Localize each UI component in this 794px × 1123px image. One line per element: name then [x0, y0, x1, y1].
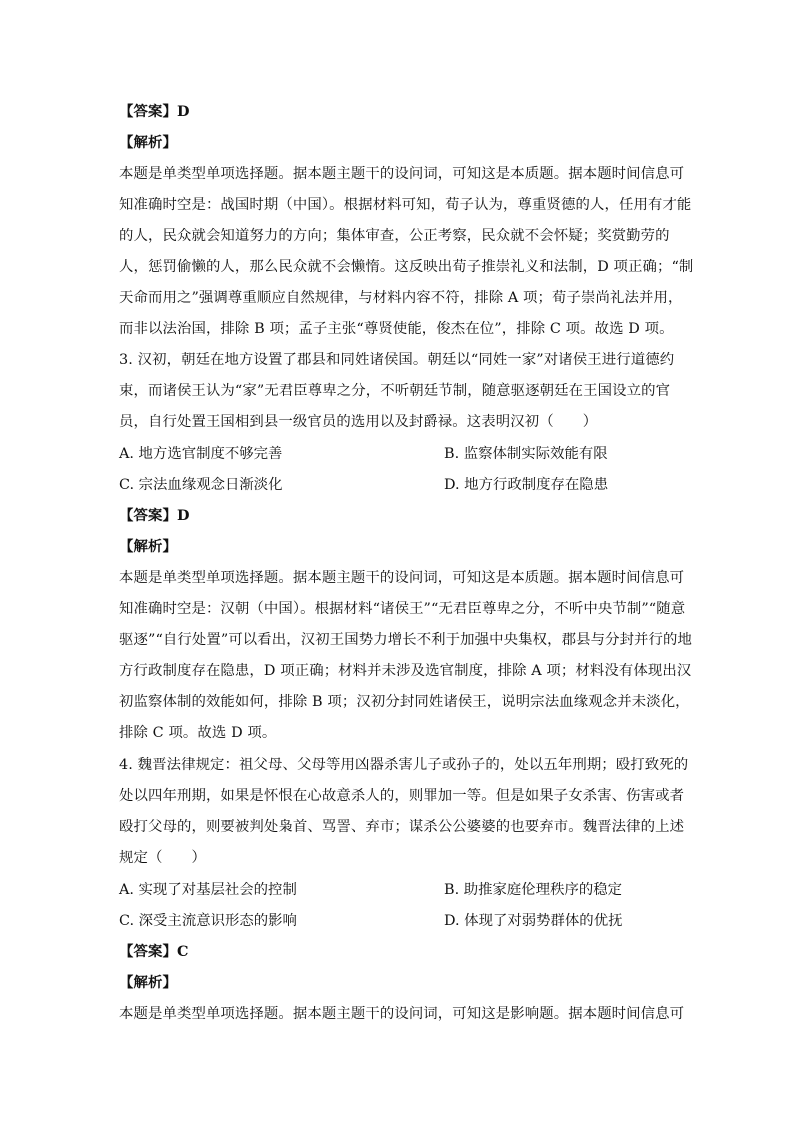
analysis-line: 本题是单类型单项选择题。据本题主题干的设问词，可知这是影响题。据本题时间信息可 — [119, 1006, 685, 1022]
analysis-line: 的人，民众就会知道努力的方向；集体审查，公正考察，民众就不会怀疑；奖赏勤劳的 — [119, 228, 670, 244]
analysis-line: 排除 C 项。故选 D 项。 — [119, 725, 277, 741]
answer-label: 【答案】D — [119, 103, 190, 120]
question-4-option-a: A. 实现了对基层社会的控制 — [119, 882, 297, 898]
question-3-stem-line: 束，而诸侯王认为“家”无君臣尊卑之分，不听朝廷节制，随意驱逐朝廷在王国设立的官 — [119, 383, 671, 399]
question-3-option-b: B. 监察体制实际效能有限 — [444, 446, 608, 462]
question-3-option-d: D. 地方行政制度存在隐患 — [444, 477, 609, 493]
analysis-line: 本题是单类型单项选择题。据本题主题干的设问词，可知这是本质题。据本题时间信息可 — [119, 166, 685, 182]
question-4-option-b: B. 助推家庭伦理秩序的稳定 — [444, 882, 623, 898]
analysis-line: 知准确时空是：汉朝（中国）。根据材料“诸侯王”“无君臣尊卑之分，不听中央节制”“随意 — [119, 601, 686, 617]
question-3-stem-line: 员，自行处置王国相到县一级官员的选用以及封爵禄。这表明汉初（ ） — [119, 414, 598, 430]
analysis-line: 而非以法治国，排除 B 项；孟子主张“尊贤使能，俊杰在位”，排除 C 项。故选 D 项。 — [119, 321, 674, 337]
question-3-option-a: A. 地方选官制度不够完善 — [119, 446, 283, 462]
analysis-line: 天命而用之”强调尊重顺应自然规律，与材料内容不符，排除 A 项；荀子崇尚礼法并用， — [119, 290, 683, 306]
question-4-option-c: C. 深受主流意识形态的影响 — [119, 913, 297, 929]
analysis-line: 知准确时空是：战国时期（中国）。根据材料可知，荀子认为，尊重贤德的人，任用有才能 — [119, 197, 692, 213]
question-3-stem-line: 3. 汉初，朝廷在地方设置了郡县和同姓诸侯国。朝廷以“同姓一家”对诸侯王进行道德约 — [119, 352, 675, 368]
question-4-stem-line: 殴打父母的，则要被判处枭首、骂詈、弃市；谋杀公公婆婆的也要弃市。魏晋法律的上述 — [119, 819, 685, 835]
analysis-line: 人，惩罚偷懒的人，那么民众就不会懒惰。这反映出荀子推崇礼义和法制，D 项正确；“制 — [119, 259, 694, 275]
answer-label: 【答案】C — [119, 943, 189, 960]
question-4-stem-line: 处以四年刑期，如果是怀恨在心故意杀人的，则罪加一等。但是如果子女杀害、伤害或者 — [119, 788, 685, 804]
analysis-heading: 【解析】 — [119, 974, 177, 991]
analysis-line: 本题是单类型单项选择题。据本题主题干的设问词，可知这是本质题。据本题时间信息可 — [119, 570, 685, 586]
question-3-option-c: C. 宗法血缘观念日渐淡化 — [119, 477, 283, 493]
question-4-stem-line: 规定（ ） — [119, 850, 206, 866]
analysis-line: 驱逐”“自行处置”可以看出，汉初王国势力增长不利于加强中央集权，郡县与分封并行的地 — [119, 632, 693, 648]
answer-label: 【答案】D — [119, 507, 190, 524]
question-4-stem-line: 4. 魏晋法律规定：祖父母、父母等用凶器杀害儿子或孙子的，处以五年刑期；殴打致死的 — [119, 757, 689, 773]
analysis-line: 方行政制度存在隐患，D 项正确；材料并未涉及选官制度，排除 A 项；材料没有体现出汉 — [119, 663, 692, 679]
analysis-line: 初监察体制的效能如何，排除 B 项；汉初分封同姓诸侯王，说明宗法血缘观念并未淡化， — [119, 694, 690, 710]
analysis-heading: 【解析】 — [119, 538, 177, 555]
question-4-option-d: D. 体现了对弱势群体的优抚 — [444, 913, 623, 929]
analysis-heading: 【解析】 — [119, 134, 177, 151]
